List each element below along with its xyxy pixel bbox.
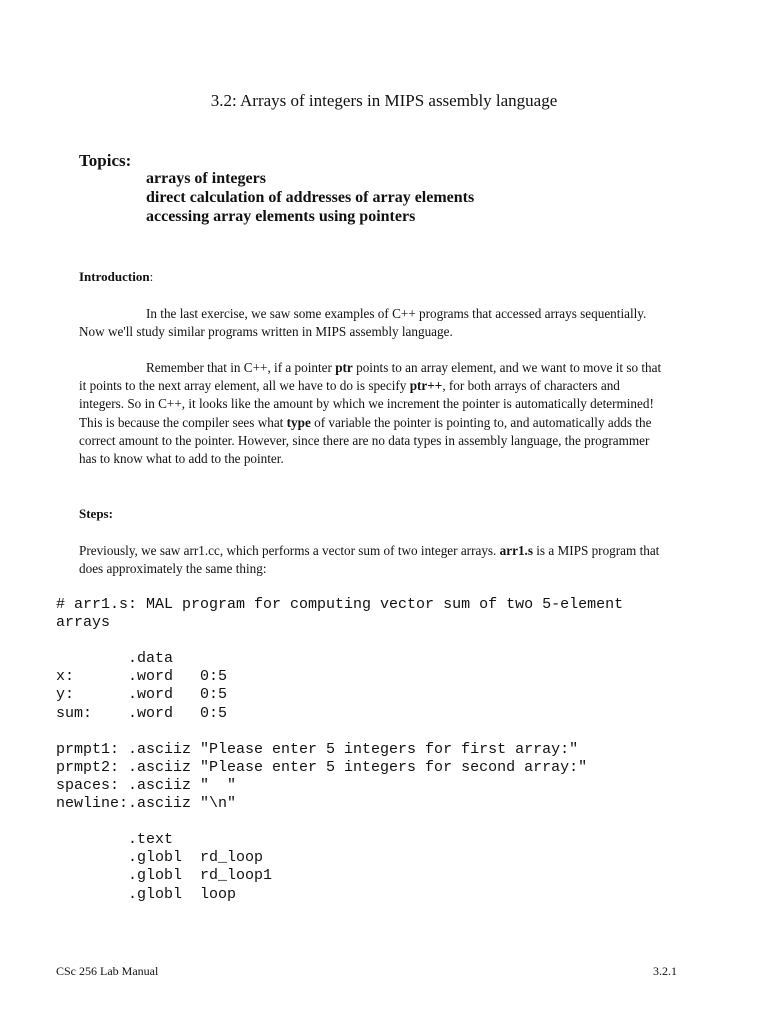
topics-label: Topics: <box>79 151 132 170</box>
code-line: # arr1.s: MAL program for computing vector sum of two 5-element <box>56 596 624 613</box>
code-line: .globl rd_loop <box>56 849 264 867</box>
code-line: .text <box>56 831 174 849</box>
introduction-paragraph-2 <box>79 359 664 468</box>
p2-bold-type: type <box>286 414 311 430</box>
steps-p1-text-2: is a MIPS program that does approximately the same thing: <box>79 543 660 577</box>
introduction-heading <box>79 268 153 286</box>
steps-paragraph-1 <box>79 542 664 578</box>
code-line: y: .word 0:5 <box>56 686 228 704</box>
footer-manual-title: CSc 256 Lab Manual <box>56 964 159 976</box>
code-line: newline:.asciiz "\n" <box>56 795 237 813</box>
steps-p1-text-1: Previously, we saw arr1.cc, which performs a vector sum of two integer arrays. <box>79 543 500 558</box>
topic-item: accessing array elements using pointers <box>146 208 416 225</box>
code-line <box>56 632 746 650</box>
code-line: arrays <box>56 614 111 632</box>
p2-bold-ptr: ptr <box>335 360 353 375</box>
topic-item: arrays of integers <box>146 170 266 187</box>
p2-text-4: of variable the pointer is pointing to, and automatically adds the correct amount to the pointer. However, since there are no data types in assembly language, the programmer has to know what to add to the pointer. <box>79 414 652 467</box>
steps-bold-filename: arr1.s <box>499 543 533 558</box>
code-line: prmpt1: .asciiz "Please enter 5 integers for first array:" <box>56 740 579 758</box>
code-line: x: .word 0:5 <box>56 668 228 686</box>
page-title: 3.2: Arrays of integers in MIPS assembly language <box>210 91 558 110</box>
introduction-heading-colon: : <box>149 269 154 284</box>
introduction-paragraph-1-text: In the last exercise, we saw some examples of C++ programs that accessed arrays sequentially. Now we'll study similar programs written in MIPS assembly language. <box>79 306 647 340</box>
steps-heading: Steps: <box>79 506 113 521</box>
code-line <box>56 723 746 741</box>
p2-text-2: points to an array element, and we want to move it so that it points to the next array element, all we have to do is specify <box>79 360 662 394</box>
code-line: sum: .word 0:5 <box>56 704 228 722</box>
code-listing <box>56 596 746 904</box>
page-footer <box>0 962 768 976</box>
code-line: prmpt2: .asciiz "Please enter 5 integers for second array:" <box>56 758 588 776</box>
introduction-paragraph-1 <box>79 305 664 341</box>
p2-text-1: Remember that in C++, if a pointer <box>146 360 336 375</box>
p2-text-3: , for both arrays of characters and integers. So in C++, it looks like the amount by which we increment the pointer is automatically determined! This is because the compiler sees what <box>79 378 654 430</box>
introduction-heading-text: Introduction <box>79 269 150 284</box>
code-line: .globl rd_loop1 <box>56 867 273 885</box>
code-line <box>56 813 746 831</box>
footer-page-number: 3.2.1 <box>653 964 677 976</box>
code-line: .data <box>56 650 174 668</box>
code-line: spaces: .asciiz " " <box>56 776 237 794</box>
topics-list <box>146 169 474 226</box>
topic-item: direct calculation of addresses of array elements <box>146 189 475 206</box>
code-line: .globl loop <box>56 885 237 903</box>
p2-bold-ptr-increment: ptr++ <box>409 378 443 394</box>
